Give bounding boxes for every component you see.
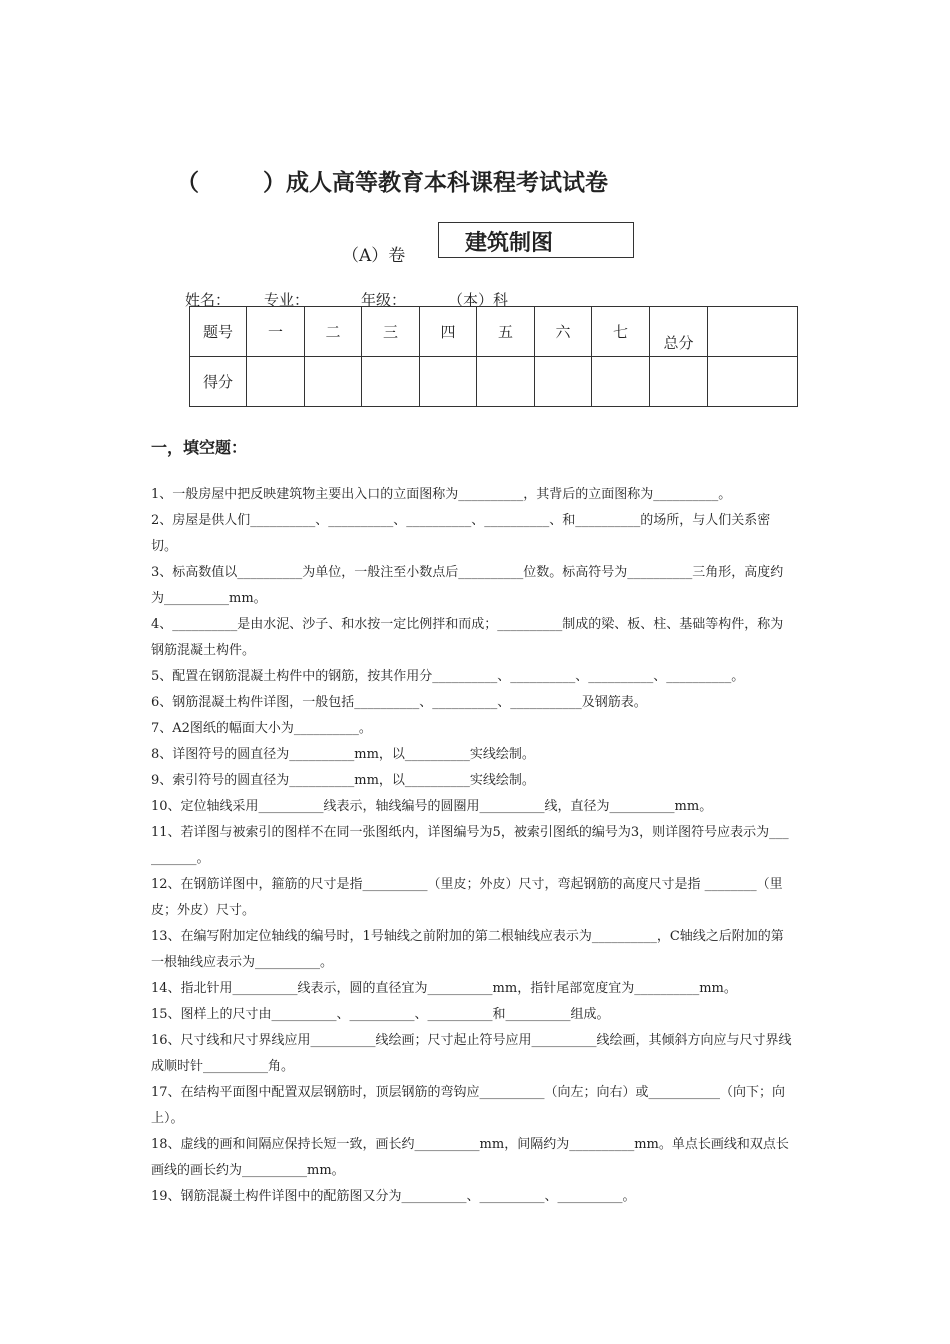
question-item: 10、定位轴线采用__________线表示，轴线编号的圆圈用__________线，直径为__________mm。	[151, 799, 713, 814]
score-table-header-row	[190, 307, 798, 357]
score-cell-total-a[interactable]	[650, 357, 708, 407]
question-item: 6、钢筋混凝土构件详图，一般包括__________、__________、___________及钢筋表。	[151, 695, 647, 710]
question-col-4: 四	[420, 307, 477, 357]
question-item: 11、若详图与被索引的图样不在同一张图纸内，详图编号为5，被索引图纸的编号为3，则详图符号应表示为__________。	[151, 825, 789, 866]
question-item: 9、索引符号的圆直径为__________mm，以__________实线绘制。	[151, 773, 535, 788]
score-cell-7[interactable]	[592, 357, 650, 407]
score-table-score-row	[190, 357, 798, 407]
question-item: 14、指北针用__________线表示，圆的直径宜为__________mm，指针尾部宽度宜为__________mm。	[151, 981, 737, 996]
question-number-label: 题号	[190, 307, 247, 357]
paper-label: （A）卷	[342, 246, 406, 266]
question-item: 7、A2图纸的幅面大小为__________。	[151, 721, 372, 736]
score-row-label: 得分	[190, 357, 247, 407]
question-item: 5、配置在钢筋混凝土构件中的钢筋，按其作用分__________、__________、__________、__________。	[151, 669, 745, 684]
question-item: 19、钢筋混凝土构件详图中的配筋图又分为__________、__________、__________。	[151, 1189, 636, 1204]
score-cell-total-b[interactable]	[708, 357, 798, 407]
exam-title: （ ）成人高等教育本科课程考试试卷	[176, 170, 609, 196]
question-col-2: 二	[305, 307, 362, 357]
question-item: 18、虚线的画和间隔应保持长短一致，画长约__________mm，间隔约为__________mm。单点长画线和双点长画线的画长约为__________mm。	[151, 1137, 789, 1178]
question-col-5: 五	[477, 307, 535, 357]
question-item: 12、在钢筋详图中，箍筋的尺寸是指__________（里皮；外皮）尺寸，弯起钢筋的高度尺寸是指 ________（里皮；外皮）尺寸。	[151, 877, 783, 918]
question-item: 1、一般房屋中把反映建筑物主要出入口的立面图称为__________，其背后的立面图称为__________。	[151, 487, 732, 502]
level-label: （本）科	[448, 291, 509, 309]
score-table	[189, 306, 798, 407]
total-score-label: 总分	[650, 307, 708, 357]
question-item: 4、__________是由水泥、沙子、和水按一定比例拌和而成；__________制成的梁、板、柱、基础等构件，称为钢筋混凝土构件。	[151, 617, 784, 658]
name-label: 姓名：	[185, 291, 231, 309]
question-list	[151, 482, 793, 1210]
question-item: 15、图样上的尺寸由__________、__________、__________和__________组成。	[151, 1007, 610, 1022]
score-cell-2[interactable]	[305, 357, 362, 407]
score-cell-1[interactable]	[247, 357, 305, 407]
score-cell-4[interactable]	[420, 357, 477, 407]
score-cell-3[interactable]	[362, 357, 420, 407]
question-item: 13、在编写附加定位轴线的编号时，1号轴线之前附加的第二根轴线应表示为__________，C轴线之后附加的第一根轴线应表示为__________。	[151, 929, 784, 970]
question-item: 17、在结构平面图中配置双层钢筋时，顶层钢筋的弯钩应__________（向左；向右）或___________（向下；向上）。	[151, 1085, 786, 1126]
question-col-3: 三	[362, 307, 420, 357]
question-col-6: 六	[535, 307, 592, 357]
question-item: 3、标高数值以__________为单位，一般注至小数点后__________位数。标高符号为__________三角形，高度约为__________mm。	[151, 565, 784, 606]
course-name-box	[438, 222, 634, 258]
score-cell-6[interactable]	[535, 357, 592, 407]
score-cell-5[interactable]	[477, 357, 535, 407]
question-item: 16、尺寸线和尺寸界线应用__________线绘画；尺寸起止符号应用__________线绘画，其倾斜方向应与尺寸界线成顺时针__________角。	[151, 1033, 792, 1074]
question-col-1: 一	[247, 307, 305, 357]
major-label: 专业：	[264, 291, 310, 309]
question-item: 2、房屋是供人们__________、__________、__________、__________、和__________的场所，与人们关系密切。	[151, 513, 771, 554]
question-col-7: 七	[592, 307, 650, 357]
grade-label: 年级：	[361, 291, 407, 309]
section-heading: 一，填空题：	[151, 438, 248, 457]
course-name: 建筑制图	[465, 231, 554, 256]
question-item: 8、详图符号的圆直径为__________mm，以__________实线绘制。	[151, 747, 535, 762]
total-score-cell[interactable]	[708, 307, 798, 357]
